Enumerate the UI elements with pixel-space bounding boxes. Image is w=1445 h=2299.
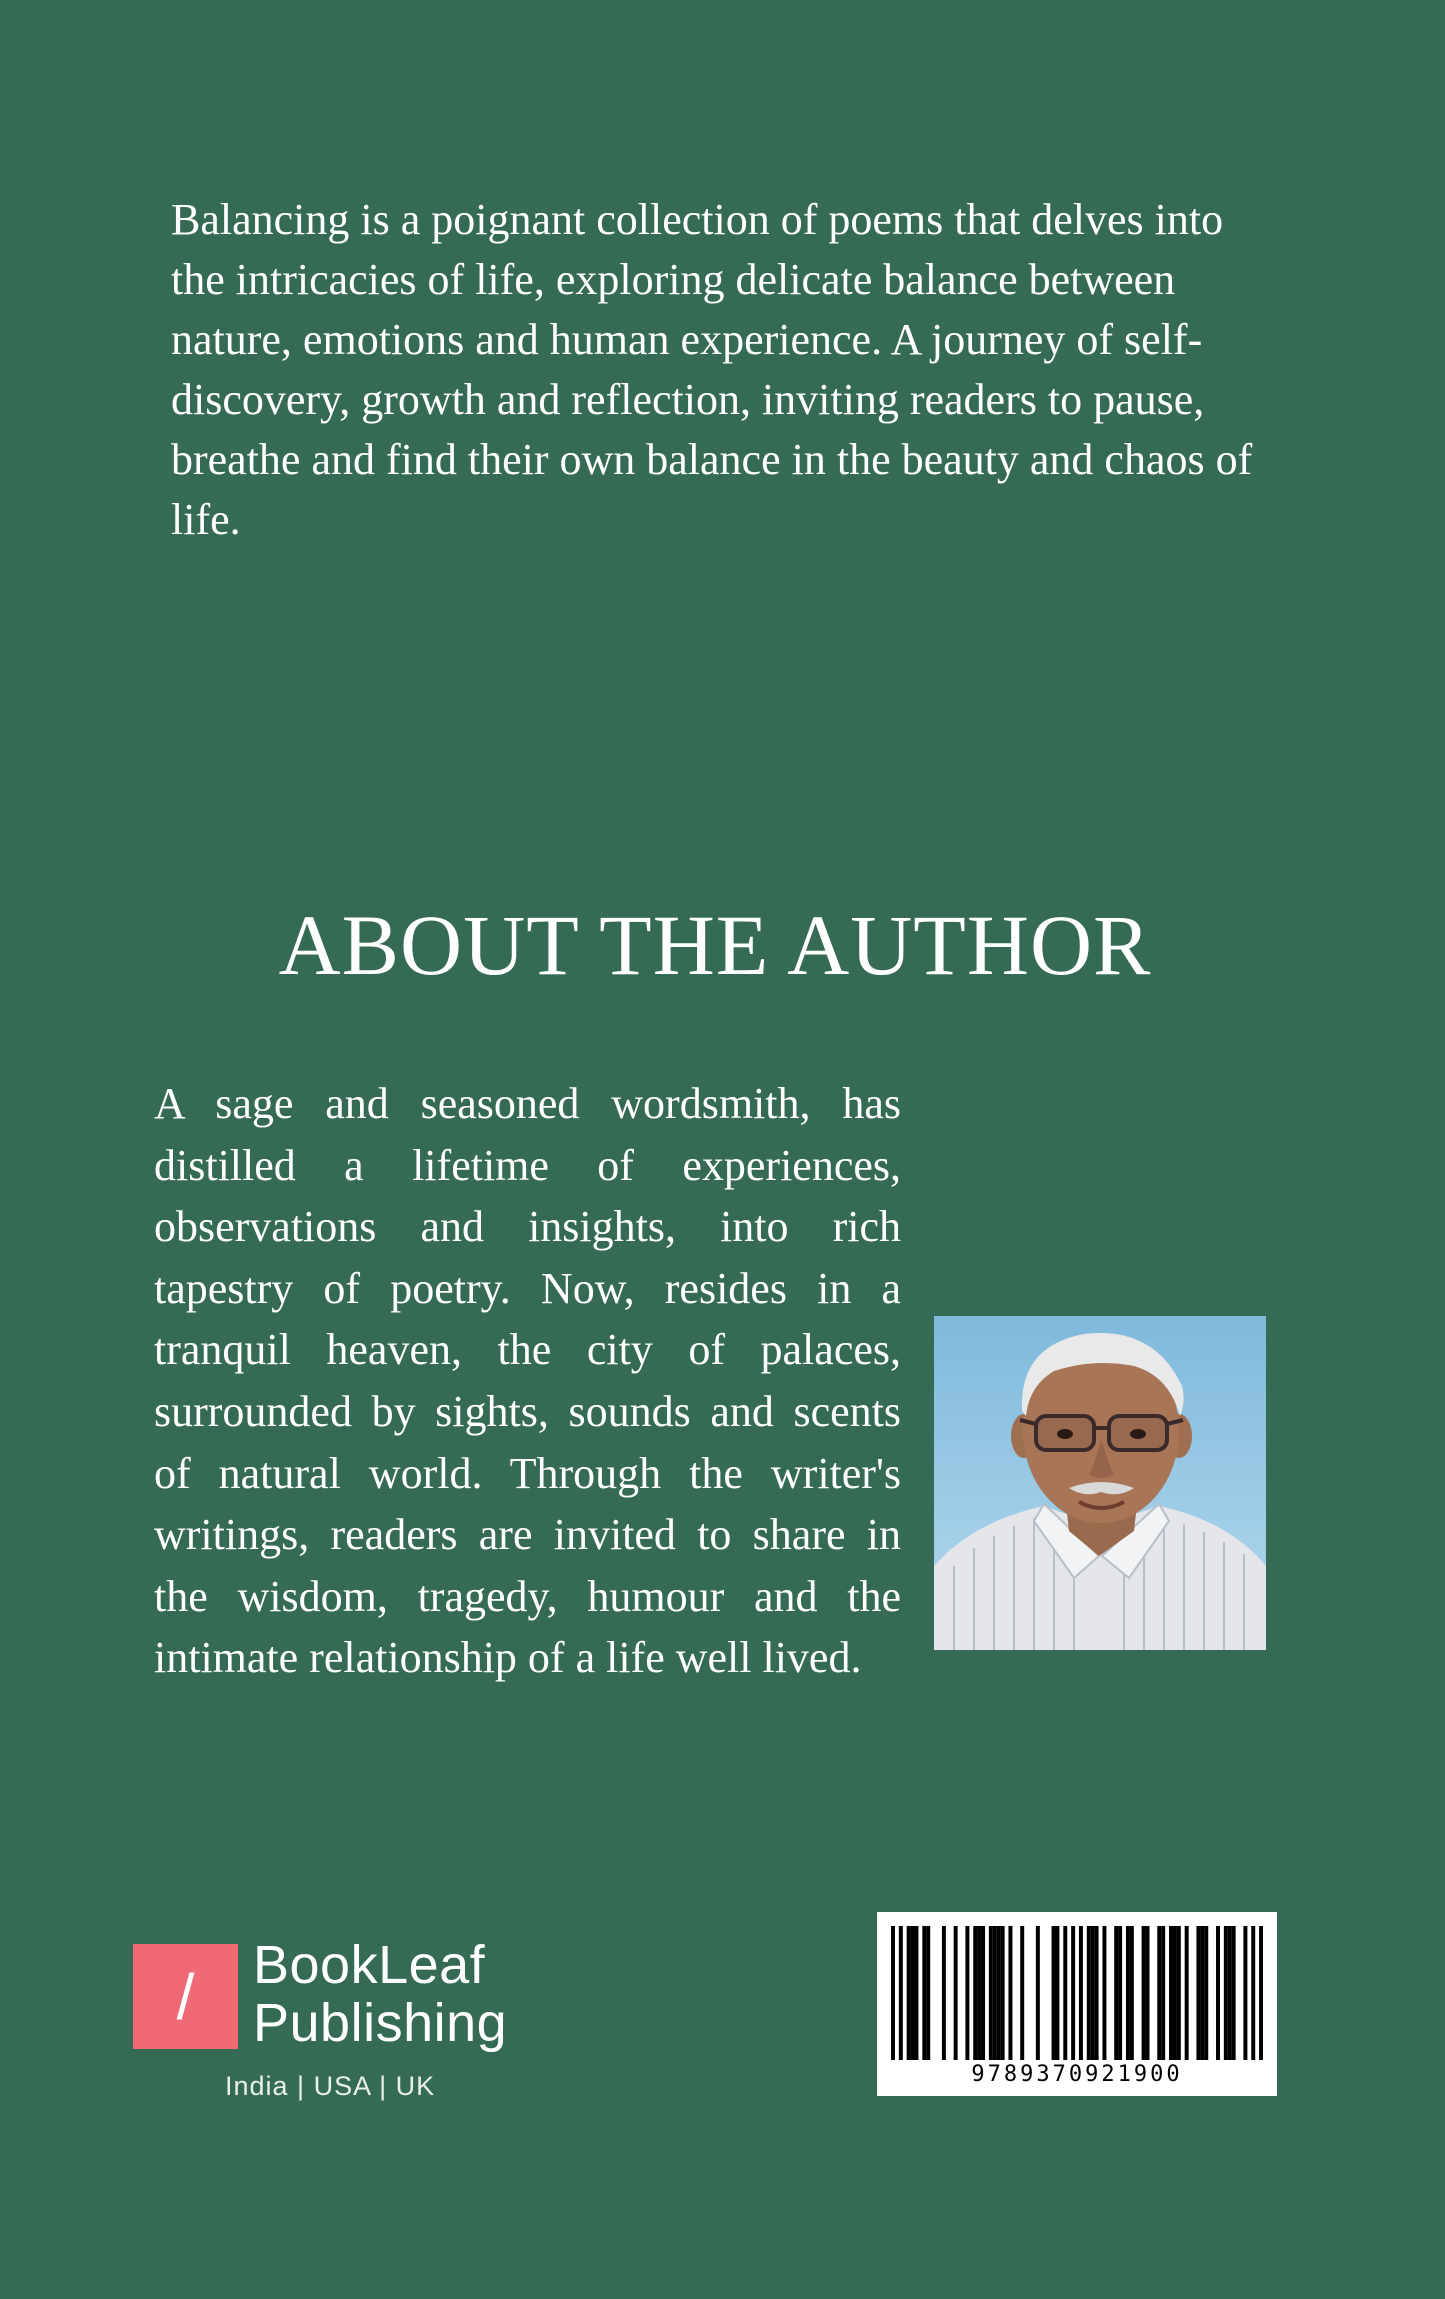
- barcode-bar: [1169, 1926, 1173, 2060]
- barcode-bar: [1251, 1926, 1255, 2060]
- barcode-bar: [1142, 1926, 1146, 2060]
- barcode-bar: [973, 1926, 977, 2060]
- isbn-number: 9789370921900: [971, 2062, 1183, 2087]
- barcode-bar: [1216, 1926, 1220, 2060]
- barcode-bar: [1114, 1926, 1118, 2060]
- book-blurb: Balancing is a poignant collection of poems that delves into the intricacies of life, exploring delicate balance between nature, emotions and human experience. A journey of self-discovery, growth and reflection, inviting readers to pause, breathe and find their own balance in the beauty and chaos of life.: [171, 195, 1253, 544]
- barcode-bar: [1161, 1926, 1165, 2060]
- barcode-bar: [1173, 1926, 1177, 2060]
- barcode-bar: [1196, 1926, 1200, 2060]
- barcode-bar: [1130, 1926, 1134, 2060]
- barcode-bar: [1204, 1926, 1208, 2060]
- barcode-bar: [1157, 1926, 1161, 2060]
- barcode-bar: [1126, 1926, 1130, 2060]
- barcode-bar: [997, 1926, 1001, 2060]
- barcode-bar: [1259, 1926, 1263, 2060]
- barcode-bar: [907, 1926, 911, 2060]
- barcode-bar: [1224, 1926, 1228, 2060]
- barcode-bar: [1087, 1926, 1091, 2060]
- barcode-bar: [954, 1926, 958, 2060]
- barcode-bar: [1095, 1926, 1099, 2060]
- barcode-bar: [1177, 1926, 1181, 2060]
- about-author-heading: ABOUT THE AUTHOR: [278, 897, 1152, 993]
- author-portrait-image: [934, 1316, 1266, 1650]
- barcode-bar: [1055, 1926, 1059, 2060]
- barcode-bar: [1008, 1926, 1012, 2060]
- barcode-bar: [965, 1926, 969, 2060]
- publisher-regions: India | USA | UK: [225, 2071, 436, 2101]
- barcode-bar: [989, 1926, 993, 2060]
- barcode-bar: [926, 1926, 930, 2060]
- logo-mark-glyph: /: [176, 1960, 195, 2033]
- barcode-bar: [911, 1926, 915, 2060]
- barcode-bar: [1063, 1926, 1067, 2060]
- barcode-bar: [1118, 1926, 1122, 2060]
- author-photo: [934, 1316, 1266, 1650]
- barcode-bar: [922, 1926, 926, 2060]
- publisher-name: [253, 1936, 553, 2052]
- barcode-bar: [1071, 1926, 1075, 2060]
- barcode-bar: [1232, 1926, 1236, 2060]
- barcode-bar: [1052, 1926, 1056, 2060]
- barcode-bar: [981, 1926, 985, 2060]
- barcode-bar: [942, 1926, 946, 2060]
- barcode-bar: [1020, 1926, 1024, 2060]
- barcode-bar: [891, 1926, 895, 2060]
- barcode-bar: [1079, 1926, 1083, 2060]
- isbn-barcode: [877, 1912, 1277, 2096]
- barcode-bars: [891, 1926, 1263, 2060]
- barcode-bar: [1091, 1926, 1095, 2060]
- slash-logo-icon: [133, 1944, 238, 2049]
- barcode-bar: [1185, 1926, 1189, 2060]
- barcode-bar: [914, 1926, 918, 2060]
- publisher-logo: [133, 1935, 533, 2114]
- barcode-bar: [993, 1926, 997, 2060]
- barcode-bar: [1228, 1926, 1232, 2060]
- publisher-name-line2: Publishing: [253, 1993, 508, 2053]
- author-bio: A sage and seasoned wordsmith, has distilled a lifetime of experiences, observations and insights, into rich tapestry of poetry. Now, resides in a tranquil heaven, the city of palaces, surrounded by sights, sounds and scents of natural world. Through the writer's writings, readers are invited to share in the wisdom, tragedy, humour and the intimate relationship of a life well lived.: [154, 1079, 901, 1683]
- barcode-bar: [1102, 1926, 1106, 2060]
- publisher-name-line1: BookLeaf: [253, 1935, 486, 1995]
- barcode-bar: [899, 1926, 903, 2060]
- barcode-bar: [1036, 1926, 1040, 2060]
- barcode-bar: [1243, 1926, 1247, 2060]
- barcode-bar: [1146, 1926, 1150, 2060]
- barcode-bar: [1001, 1926, 1005, 2060]
- barcode-bar: [1200, 1926, 1204, 2060]
- barcode-bar: [977, 1926, 981, 2060]
